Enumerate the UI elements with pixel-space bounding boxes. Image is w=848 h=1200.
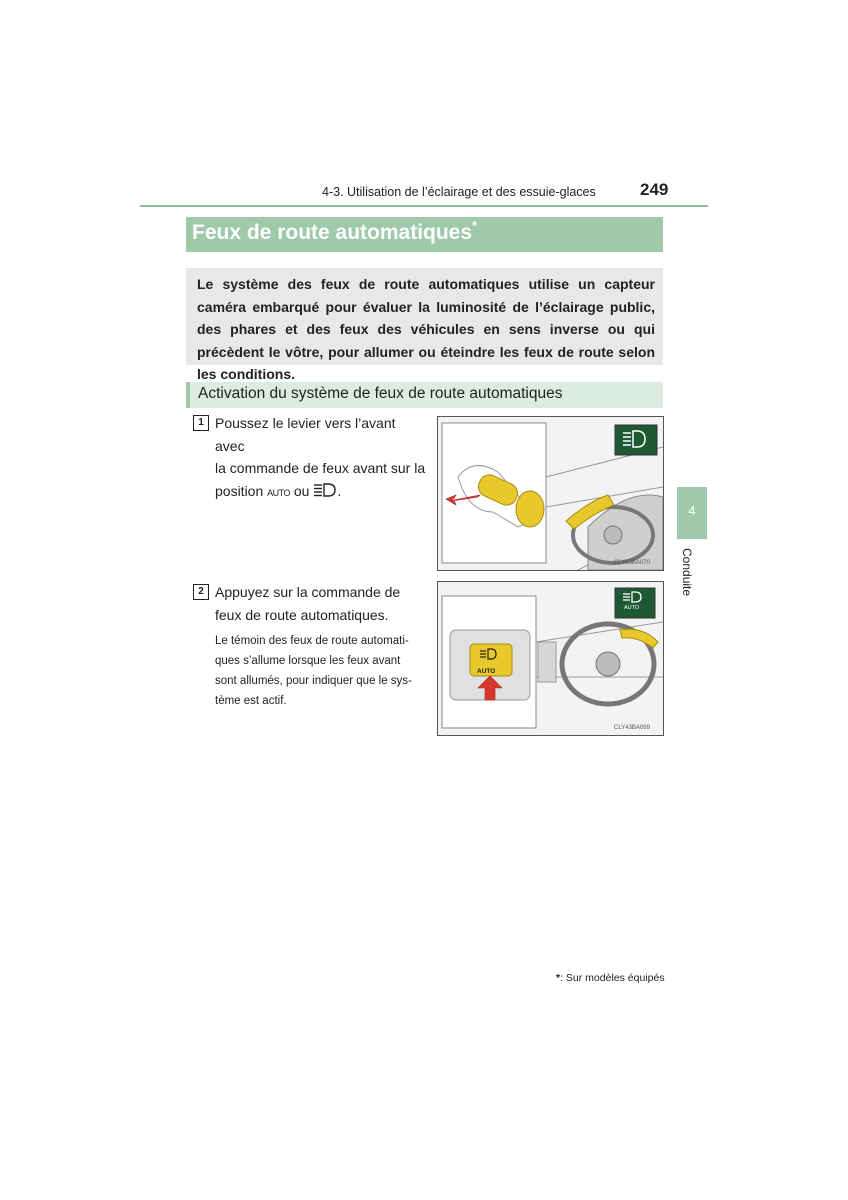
header-rule xyxy=(140,205,708,207)
step-1-or-word: ou xyxy=(293,482,310,499)
step-2-text xyxy=(215,581,427,626)
footnote xyxy=(556,972,665,984)
lever-illustration-svg xyxy=(438,417,663,570)
illustration-headlight-lever xyxy=(437,416,664,571)
title-bar xyxy=(186,217,663,252)
chapter-label: Conduite xyxy=(680,548,694,597)
chapter-tab xyxy=(677,487,707,539)
page-number: 249 xyxy=(640,180,669,199)
chapter-number: 4 xyxy=(688,503,696,518)
step-1-line2: la commande de feux avant sur la xyxy=(215,460,426,476)
illustration-1-code: CLY43BA070 xyxy=(614,560,650,566)
step-2-line1 xyxy=(215,581,427,604)
title-asterisk: * xyxy=(472,218,478,233)
intro-text: Le système des feux de route automatiques utilise un capteur caméra embarqué pour évaluer la luminosité de l’éclairage public, des phares et des feux des véhicules en sens inverse ou qui précèdent le vôtre, pour allumer ou éteindre les feux de route selon les conditions. xyxy=(197,276,655,382)
step-1-line1: Poussez le levier vers l’avant avec xyxy=(215,415,396,454)
step-1-text xyxy=(215,412,427,504)
illustration-auto-button xyxy=(437,581,664,736)
auto-symbol: AUTO xyxy=(267,487,290,498)
step-2-note-line2: ques s’allume lorsque les feux avant xyxy=(215,655,401,667)
intro-box xyxy=(186,268,663,382)
step-2-line2: feux de route automatiques. xyxy=(215,606,389,623)
footnote-text: : Sur modèles équipés xyxy=(560,972,665,984)
step-2-line1-text: Appuyez sur la commande de xyxy=(215,584,401,600)
page-title-text: Feux de route automatiques xyxy=(192,221,473,244)
step-number-2: 2 xyxy=(193,584,209,600)
step-1-position-word: position xyxy=(215,482,264,499)
indicator-auto-label: AUTO xyxy=(624,605,640,611)
section-heading: Activation du système de feux de route automatiques xyxy=(198,385,563,402)
step-2-note-line4: tème est actif. xyxy=(215,695,287,707)
step-2-note-line1: Le témoin des feux de route automati- xyxy=(215,635,409,647)
step-1-line3 xyxy=(215,480,427,505)
page-title xyxy=(192,218,478,245)
step-1-period: . xyxy=(337,482,342,499)
footnote-asterisk: * xyxy=(556,972,561,984)
step-2-note-line3: sont allumés, pour indiquer que le sys- xyxy=(215,675,412,687)
step-number-1: 1 xyxy=(193,415,209,431)
button-auto-label: AUTO xyxy=(477,668,496,675)
running-header: 4-3. Utilisation de l’éclairage et des essuie-glaces xyxy=(322,185,596,199)
illustration-2-code: CLY43BA099 xyxy=(614,725,650,731)
high-beam-icon xyxy=(313,482,337,498)
section-heading-bar xyxy=(186,382,663,408)
step-2-note xyxy=(215,631,425,711)
